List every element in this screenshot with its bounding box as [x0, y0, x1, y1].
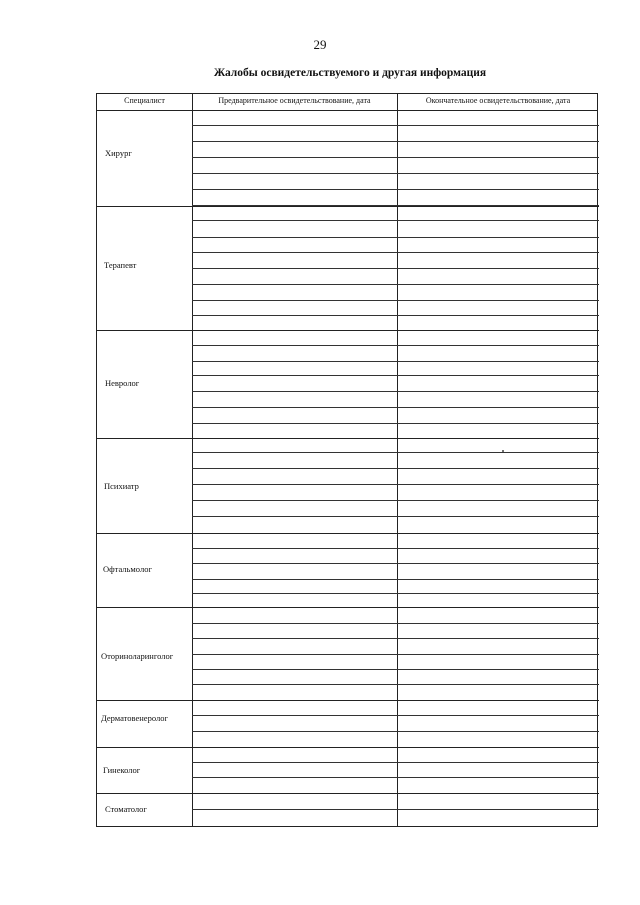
final-entry-line[interactable]: [397, 423, 599, 424]
column-divider-preliminary: [397, 94, 398, 826]
section-divider: [97, 330, 599, 331]
specialist-label: Терапевт: [104, 260, 137, 270]
final-entry-line[interactable]: [397, 762, 599, 763]
final-entry-line[interactable]: [397, 484, 599, 485]
final-entry-line[interactable]: [397, 500, 599, 501]
preliminary-entry-line[interactable]: [192, 638, 397, 639]
preliminary-entry-line[interactable]: [192, 391, 397, 392]
specialist-label: Невролог: [105, 378, 140, 388]
preliminary-entry-line[interactable]: [192, 315, 397, 316]
preliminary-entry-line[interactable]: [192, 669, 397, 670]
preliminary-entry-line[interactable]: [192, 375, 397, 376]
preliminary-entry-line[interactable]: [192, 684, 397, 685]
preliminary-entry-line[interactable]: [192, 252, 397, 253]
preliminary-entry-line[interactable]: [192, 762, 397, 763]
final-entry-line[interactable]: [397, 407, 599, 408]
final-entry-line[interactable]: [397, 173, 599, 174]
preliminary-entry-line[interactable]: [192, 593, 397, 594]
preliminary-entry-line[interactable]: [192, 500, 397, 501]
section-divider: [97, 607, 599, 608]
preliminary-entry-line[interactable]: [192, 237, 397, 238]
final-entry-line[interactable]: [397, 593, 599, 594]
final-entry-line[interactable]: [397, 715, 599, 716]
preliminary-entry-line[interactable]: [192, 407, 397, 408]
section-divider: [97, 793, 599, 794]
header-specialist: Специалист: [124, 96, 165, 105]
column-divider-specialist: [192, 94, 193, 826]
final-entry-line[interactable]: [397, 684, 599, 685]
preliminary-entry-line[interactable]: [192, 220, 397, 221]
final-entry-line[interactable]: [397, 361, 599, 362]
specialist-label: Психиатр: [104, 481, 139, 491]
final-entry-line[interactable]: [397, 189, 599, 190]
preliminary-entry-line[interactable]: [192, 731, 397, 732]
final-entry-line[interactable]: [397, 777, 599, 778]
final-entry-line[interactable]: [397, 731, 599, 732]
final-entry-line[interactable]: [397, 809, 599, 810]
final-entry-line[interactable]: [397, 669, 599, 670]
header-preliminary-exam: Предварительное освидетельствование, дата: [218, 96, 371, 105]
final-entry-line[interactable]: [397, 252, 599, 253]
final-entry-line[interactable]: [397, 468, 599, 469]
preliminary-entry-line[interactable]: [192, 468, 397, 469]
preliminary-entry-line[interactable]: [192, 809, 397, 810]
specialist-label: Офтальмолог: [103, 564, 152, 574]
scan-speck: [502, 450, 504, 452]
final-entry-line[interactable]: [397, 579, 599, 580]
section-divider: [97, 438, 599, 439]
final-entry-line[interactable]: [397, 623, 599, 624]
preliminary-entry-line[interactable]: [192, 361, 397, 362]
preliminary-entry-line[interactable]: [192, 157, 397, 158]
final-entry-line[interactable]: [397, 563, 599, 564]
final-entry-line[interactable]: [397, 157, 599, 158]
section-divider: [97, 206, 599, 207]
final-entry-line[interactable]: [397, 315, 599, 316]
final-entry-line[interactable]: [397, 452, 599, 453]
section-divider: [97, 747, 599, 748]
specialist-label: Стоматолог: [105, 804, 147, 814]
final-entry-line[interactable]: [397, 141, 599, 142]
preliminary-entry-line[interactable]: [192, 654, 397, 655]
preliminary-entry-line[interactable]: [192, 189, 397, 190]
specialist-label: Дерматовенеролог: [101, 713, 168, 723]
page-number: 29: [313, 37, 327, 52]
specialist-label: Хирург: [105, 148, 132, 158]
preliminary-entry-line[interactable]: [192, 516, 397, 517]
specialist-label: Гинеколог: [103, 765, 141, 775]
preliminary-entry-line[interactable]: [192, 423, 397, 424]
preliminary-entry-line[interactable]: [192, 452, 397, 453]
preliminary-entry-line[interactable]: [192, 548, 397, 549]
final-entry-line[interactable]: [397, 391, 599, 392]
section-divider: [97, 533, 599, 534]
preliminary-entry-line[interactable]: [192, 125, 397, 126]
final-entry-line[interactable]: [397, 375, 599, 376]
section-divider: [97, 700, 599, 701]
final-entry-line[interactable]: [397, 548, 599, 549]
preliminary-entry-line[interactable]: [192, 563, 397, 564]
preliminary-entry-line[interactable]: [192, 141, 397, 142]
page-title: Жалобы освидетельствуемого и другая информация: [213, 67, 487, 79]
header-final-exam: Окончательное освидетельствование, дата: [425, 96, 571, 105]
preliminary-entry-line[interactable]: [192, 345, 397, 346]
preliminary-entry-line[interactable]: [192, 579, 397, 580]
final-entry-line[interactable]: [397, 125, 599, 126]
preliminary-entry-line[interactable]: [192, 300, 397, 301]
table-header-row: [97, 94, 597, 111]
final-entry-line[interactable]: [397, 300, 599, 301]
preliminary-entry-line[interactable]: [192, 484, 397, 485]
preliminary-entry-line[interactable]: [192, 777, 397, 778]
preliminary-entry-line[interactable]: [192, 173, 397, 174]
preliminary-entry-line[interactable]: [192, 284, 397, 285]
final-entry-line[interactable]: [397, 638, 599, 639]
specialist-label: Оториноларинголог: [101, 651, 174, 661]
final-entry-line[interactable]: [397, 516, 599, 517]
final-entry-line[interactable]: [397, 237, 599, 238]
final-entry-line[interactable]: [397, 345, 599, 346]
preliminary-entry-line[interactable]: [192, 268, 397, 269]
final-entry-line[interactable]: [397, 284, 599, 285]
final-entry-line[interactable]: [397, 220, 599, 221]
final-entry-line[interactable]: [397, 654, 599, 655]
medical-exam-table: [96, 93, 598, 827]
preliminary-entry-line[interactable]: [192, 623, 397, 624]
preliminary-entry-line[interactable]: [192, 715, 397, 716]
final-entry-line[interactable]: [397, 268, 599, 269]
